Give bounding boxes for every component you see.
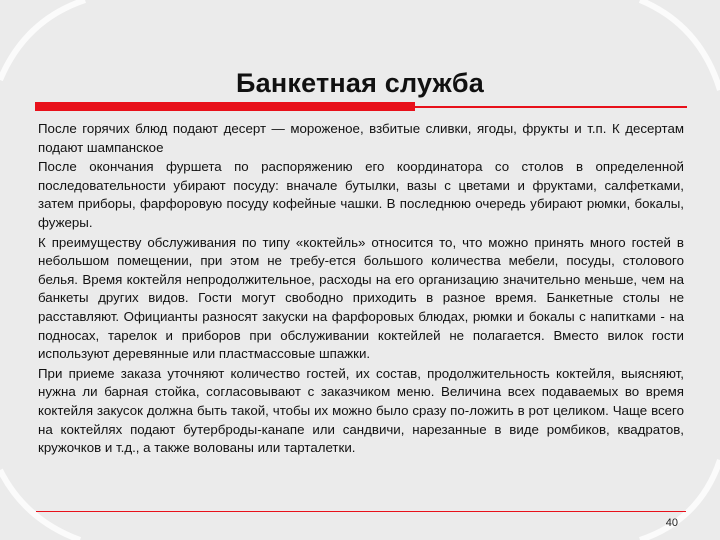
body-paragraph: К преимуществу обслуживания по типу «коктейль» относится то, что можно принять много гостей в небольшом помещении, при этом не требу-ется большого количества мебели, посуды, столового белья. Время коктейля непродолжительное, расходы на его организацию значительно меньше, чем на банкеты других видов. Гости могут свободно приходить в разное время. Банкетные столы не расставляют. Официанты разносят закуски на фарфоровых блюдах, рюмки и бокалы с напитками - на подносах, тарелок и приборов при обслуживании коктейлей не полагается. Вместо вилок гости используют деревянные или пластмассовые шпажки.: [38, 234, 684, 362]
slide-body: [38, 120, 684, 459]
body-paragraph: После окончания фуршета по распоряжению его координатора со столов в определенной последовательности убирают посуду: вначале бутылки, вазы с цветами и фруктами, салфетками, затем приборы, фарфоровую посуду кофейные чашки. В последнюю очередь убирают рюмки, бокалы, фужеры.: [38, 159, 684, 230]
bottom-left-arc: [0, 470, 80, 540]
title-underline-thin: [415, 106, 687, 108]
page-number: 40: [665, 517, 678, 529]
slide-title: Банкетная служба: [236, 68, 484, 98]
top-right-arc: [640, 0, 720, 90]
body-paragraph: После горячих блюд подают десерт — мороженое, взбитые сливки, ягоды, фрукты и т.п. К десертам подают шампанское: [38, 121, 684, 155]
top-left-arc: [0, 0, 85, 80]
body-paragraph: При приеме заказа уточняют количество гостей, их состав, продолжительность коктейля, выясняют, нужна ли барная стойка, согласовывают с заказчиком меню. Величина всех подаваемых во время коктейля закусок должна быть такой, чтобы их можно было сразу по-ложить в рот целиком. Чаще всего на коктейлях подают бутерброды-канапе или сандвичи, нарезанные в виде ромбиков, квадратов, кружочков и т.д., а также волованы или тарталетки.: [38, 365, 684, 456]
footer-divider: [36, 511, 686, 512]
title-underline-thick: [35, 102, 415, 111]
